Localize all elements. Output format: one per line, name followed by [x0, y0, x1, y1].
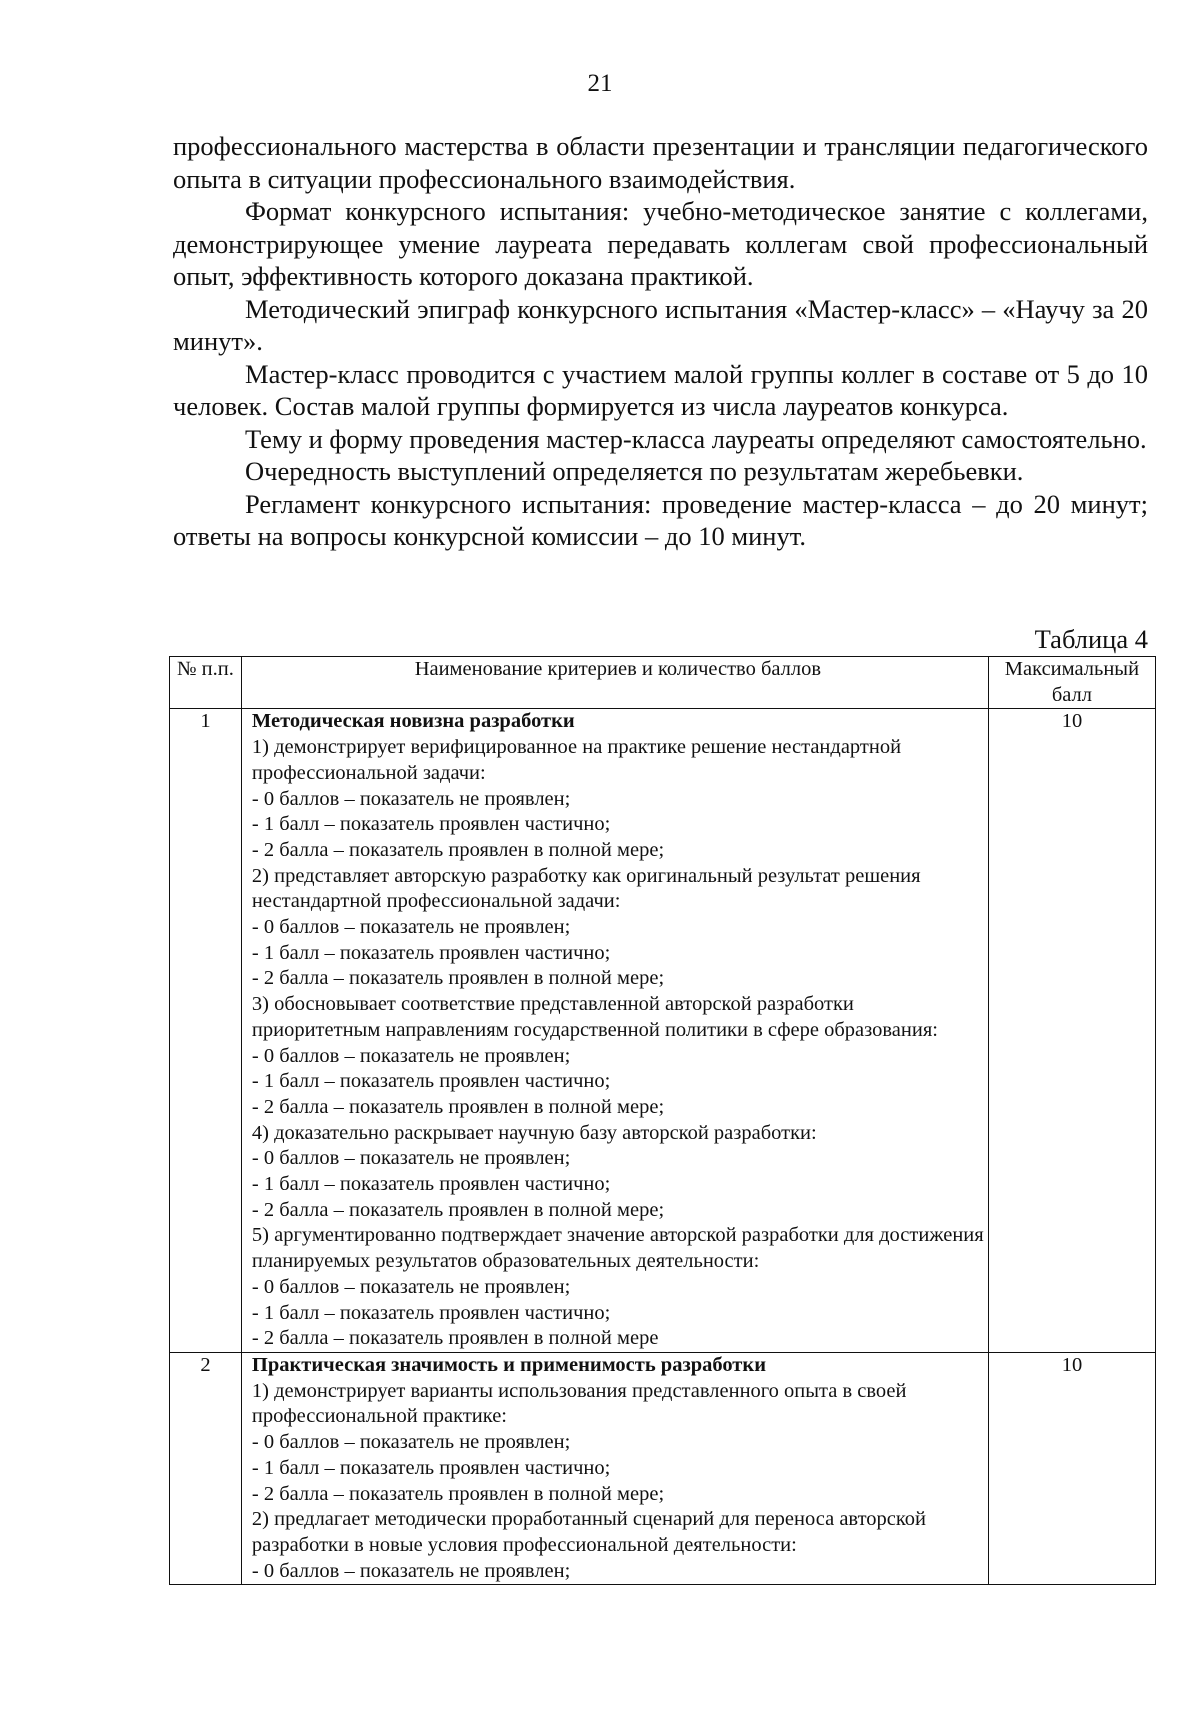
criterion-line: - 0 баллов – показатель не проявлен; [251, 787, 571, 810]
criterion-line: 1) демонстрирует верифицированное на практике решение нестандартной профессиональной задачи: [251, 736, 902, 784]
row-max-score: 10 [988, 1352, 1155, 1584]
page-number: 21 [587, 70, 613, 97]
criterion-line: 2) предлагает методически проработанный сценарий для переноса авторской разработки в новые условия профессиональной деятельности: [251, 1508, 927, 1556]
criterion-line: 1) демонстрирует варианты использования представленного опыта в своей профессиональной практике: [251, 1379, 907, 1428]
criterion-line: - 1 балл – показатель проявлен частично; [251, 1301, 611, 1324]
table-row [170, 1352, 1156, 1584]
body-text [173, 130, 1148, 553]
row-max-score: 10 [988, 709, 1155, 1353]
paragraph: Мастер-класс проводится с участием малой группы коллег в составе от 5 до 10 человек. Состав малой группы формируется из числа лауреатов конкурса. [173, 358, 1148, 421]
criterion-line: - 0 баллов – показатель не проявлен; [251, 1044, 571, 1067]
paragraph: Методический эпиграф конкурсного испытания «Мастер-класс» – «Научу за 20 минут». [173, 293, 1148, 356]
criterion-line: - 1 балл – показатель проявлен частично; [251, 941, 611, 964]
row-criteria [241, 1352, 988, 1584]
criterion-line: - 2 балла – показатель проявлен в полной мере; [251, 838, 665, 861]
criterion-line: - 2 балла – показатель проявлен в полной мере; [251, 967, 665, 990]
criterion-line: - 0 баллов – показатель не проявлен; [251, 1431, 571, 1454]
criterion-line: - 1 балл – показатель проявлен частично; [251, 1173, 611, 1196]
criteria-table [169, 656, 1156, 1585]
criterion-line: - 0 баллов – показатель не проявлен; [251, 916, 571, 939]
table-row [170, 709, 1156, 1353]
criterion-line: - 1 балл – показатель проявлен частично; [251, 1070, 611, 1093]
criterion-line: 2) представляет авторскую разработку как оригинальный результат решения нестандартной профессиональной задачи: [251, 864, 921, 913]
paragraph: Формат конкурсного испытания: учебно-методическое занятие с коллегами, демонстрирующее умение лауреата передавать коллегам свой профессиональный опыт, эффективность которого доказана практикой. [173, 196, 1148, 291]
criterion-line: - 1 балл – показатель проявлен частично; [251, 1456, 611, 1479]
paragraph: профессионального мастерства в области презентации и трансляции педагогического опыта в ситуации профессионального взаимодействия. [173, 131, 1148, 194]
criterion-line: - 0 баллов – показатель не проявлен; [251, 1559, 571, 1582]
row-number: 2 [170, 1352, 242, 1584]
table-caption: Таблица 4 [1034, 624, 1148, 654]
criterion-line: - 0 баллов – показатель не проявлен; [251, 1275, 571, 1298]
criterion-line: - 2 балла – показатель проявлен в полной мере [251, 1327, 659, 1350]
row-criteria [241, 709, 988, 1353]
criterion-line: 3) обосновывает соответствие представленной авторской разработки приоритетным направлениям государственной политики в сфере образования: [251, 993, 938, 1041]
row-number: 1 [170, 709, 242, 1353]
header-criteria: Наименование критериев и количество баллов [241, 657, 988, 709]
criterion-line: - 0 баллов – показатель не проявлен; [251, 1147, 571, 1170]
header-max-score: Максимальный балл [988, 657, 1155, 709]
paragraph: Тему и форму проведения мастер-класса лауреаты определяют самостоятельно. [245, 423, 1147, 454]
header-number: № п.п. [170, 657, 242, 709]
criterion-line: - 2 балла – показатель проявлен в полной мере; [251, 1198, 665, 1221]
criterion-line: 4) доказательно раскрывает научную базу авторской разработки: [251, 1121, 817, 1144]
paragraph: Регламент конкурсного испытания: проведение мастер-класса – до 20 минут; ответы на вопросы конкурсной комиссии – до 10 минут. [173, 488, 1148, 551]
table-header-row [170, 657, 1156, 709]
criterion-line: - 2 балла – показатель проявлен в полной мере; [251, 1482, 665, 1505]
criterion-line: - 2 балла – показатель проявлен в полной мере; [251, 1095, 665, 1118]
criteria-table-body [170, 709, 1156, 1585]
criterion-line: - 1 балл – показатель проявлен частично; [251, 813, 611, 836]
criterion-title: Методическая новизна разработки [251, 710, 575, 733]
criterion-line: 5) аргументированно подтверждает значение авторской разработки для достижения планируемых результатов образовательных деятельности: [251, 1224, 984, 1273]
criterion-title: Практическая значимость и применимость разработки [251, 1353, 767, 1376]
paragraph: Очередность выступлений определяется по результатам жеребьевки. [245, 456, 1024, 486]
